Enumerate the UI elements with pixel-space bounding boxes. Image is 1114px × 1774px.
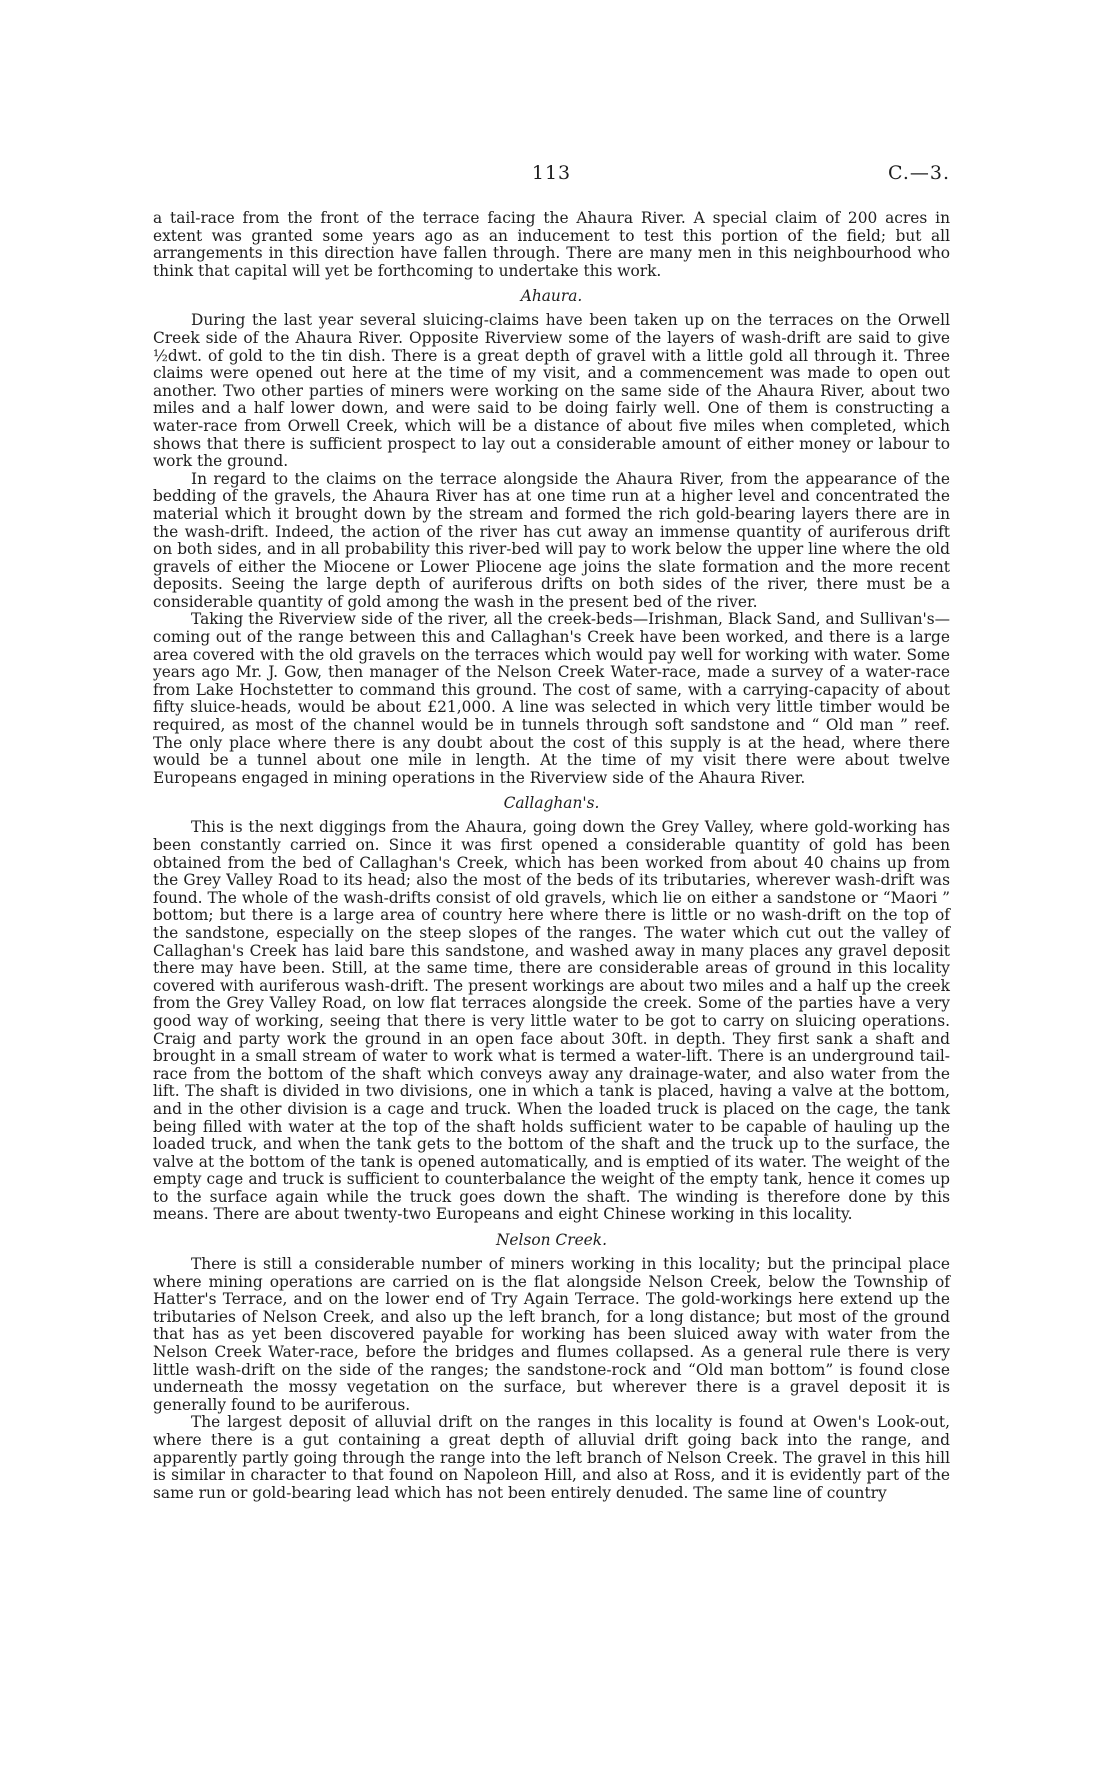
intro-paragraph: a tail-race from the front of the terrace facing the Ahaura River. A special claim of 200 acres in extent was granted some years ago as an inducement to test this portion of the field; but all arrangements in this direction have fallen through. There are many men in this neighbourhood who think that capital will yet be forthcoming to undertake this work. [153, 209, 950, 280]
section-heading: Ahaura. [520, 287, 583, 306]
paragraph: The largest deposit of alluvial drift on the ranges in this locality is found at Owen's Look-out, where there is a gut containing a great depth of alluvial drift going back into the range, and apparently partly going through the range into the left branch of Nelson Creek. The gravel in this hill is similar in character to that found on Napoleon Hill, and also at Ross, and it is evidently part of the same run or gold-bearing lead which has not been entirely denuded. The same line of country [153, 1413, 950, 1502]
paragraph: In regard to the claims on the terrace alongside the Ahaura River, from the appearance of the bedding of the gravels, the Ahaura River has at one time run at a higher level and concentrated the material which it brought down by the stream and formed the rich gold-bearing layers there are in the wash-drift. Indeed, the action of the river has cut away an immense quantity of auriferous drift on both sides, and in all probability this river-bed will pay to work below the upper line where the old gravels of either the Miocene or Lower Pliocene age joins the slate formation and the more recent deposits. Seeing the large depth of auriferous drifts on both sides of the river, there must be a considerable quantity of gold among the wash in the present bed of the river. [153, 469, 950, 611]
section-callaghans [153, 794, 950, 1224]
page-header [153, 162, 950, 188]
section-nelson-creek [153, 1231, 950, 1502]
document-body [153, 210, 950, 1502]
paragraph: There is still a considerable number of miners working in this locality; but the principal place where mining operations are carried on is the flat alongside Nelson Creek, below the Township of Hatter's Terrace, and on the lower end of Try Again Terrace. The gold-workings here extend up the tributaries of Nelson Creek, and also up the left branch, for a long distance; but most of the ground that has as yet been discovered payable for working has been sluiced away with water from the Nelson Creek Water-race, before the bridges and flumes collapsed. As a general rule there is very little wash-drift on the side of the ranges; the sandstone-rock and “Old man bottom” is found close underneath the mossy vegetation on the surface, but wherever there is a gravel deposit it is generally found to be auriferous. [153, 1255, 950, 1414]
paragraph: This is the next diggings from the Ahaura, going down the Grey Valley, where gold-working has been constantly carried on. Since it was first opened a considerable quantity of gold has been obtained from the bed of Callaghan's Creek, which has been worked from about 40 chains up from the Grey Valley Road to its head; also the most of the beds of its tributaries, wherever wash-drift was found. The whole of the wash-drifts consist of old gravels, which lie on either a sandstone or “Maori ” bottom; but there is a large area of country here where there is little or no wash-drift on the top of the sandstone, especially on the steep slopes of the ranges. The water which cut out the valley of Callaghan's Creek has laid bare this sandstone, and washed away in many places any gravel deposit there may have been. Still, at the same time, there are considerable areas of ground in this locality covered with auriferous wash-drift. The present workings are about two miles and a half up the creek from the Grey Valley Road, on low flat terraces alongside the creek. Some of the parties have a very good way of working, seeing that there is very little water to be got to carry on sluicing operations. Craig and party work the ground in an open face about 30ft. in depth. They first sank a shaft and brought in a small stream of water to work what is termed a water-lift. There is an underground tail-race from the bottom of the shaft which conveys away any drainage-water, and also water from the lift. The shaft is divided in two divisions, one in which a tank is placed, having a valve at the bottom, and in the other division is a cage and truck. When the loaded truck is placed on the cage, the tank being filled with water at the top of the shaft holds sufficient water to be capable of hauling up the loaded truck, and when the tank gets to the bottom of the shaft and the truck up to the surface, the valve at the bottom of the tank is opened automatically, and is emptied of its water. The weight of the empty cage and truck is sufficient to counterbalance the weight of the empty tank, hence it comes up to the surface again while the truck goes down the shaft. The winding is therefore done by this means. There are about twenty-two Europeans and eight Chinese working in this locality. [153, 818, 950, 1224]
paragraph: Taking the Riverview side of the river, all the creek-beds—Irishman, Black Sand, and Sullivan's—coming out of the range between this and Callaghan's Creek have been worked, and there is a large area covered with the old gravels on the terraces which would pay well for working with water. Some years ago Mr. J. Gow, then manager of the Nelson Creek Water-race, made a survey of a water-race from Lake Hochstetter to command this ground. The cost of same, with a carrying-capacity of about fifty sluice-heads, would be about £21,000. A line was selected in which very little timber would be required, as most of the channel would be in tunnels through soft sandstone and “ Old man ” reef. The only place where there is any doubt about the cost of this supply is at the head, where there would be a tunnel about one mile in length. At the time of my visit there were about twelve Europeans engaged in mining operations in the Riverview side of the Ahaura River. [153, 610, 950, 787]
document-reference: C.—3. [887, 162, 950, 184]
page-number: 113 [531, 162, 572, 184]
section-heading: Callaghan's. [503, 794, 600, 813]
section-ahaura [153, 287, 950, 787]
section-heading: Nelson Creek. [495, 1231, 608, 1250]
paragraph: During the last year several sluicing-claims have been taken up on the terraces on the Orwell Creek side of the Ahaura River. Opposite Riverview some of the layers of wash-drift are said to give ½dwt. of gold to the tin dish. There is a great depth of gravel with a little gold all through it. Three claims were opened out here at the time of my visit, and a commencement was made to open out another. Two other parties of miners were working on the same side of the Ahaura River, about two miles and a half lower down, and were said to be doing fairly well. One of them is constructing a water-race from Orwell Creek, which will be a distance of about five miles when completed, which shows that there is sufficient prospect to lay out a considerable amount of either money or labour to work the ground. [153, 311, 950, 471]
